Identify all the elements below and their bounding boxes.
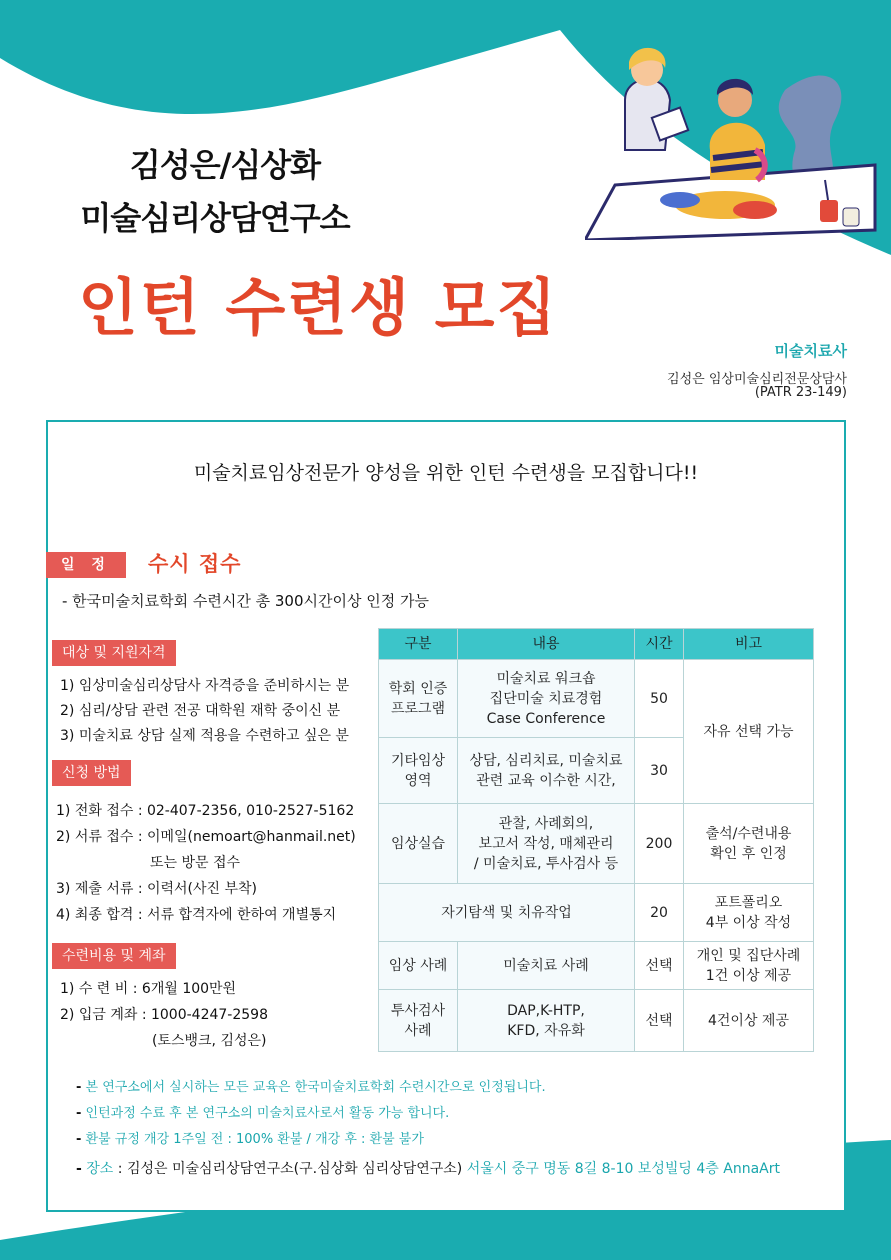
table-row bbox=[379, 990, 814, 1052]
apply-item: 1) 전화 접수 : 02-407-2356, 010-2527-5162 bbox=[56, 803, 355, 819]
table-cell: 관찰, 사례회의, 보고서 작성, 매체관리 / 미술치료, 투사검사 등 bbox=[458, 804, 635, 884]
table-cell: 4건이상 제공 bbox=[684, 990, 814, 1052]
table-cell: 선택 bbox=[635, 990, 684, 1052]
fee-item: (토스뱅크, 김성은) bbox=[152, 1033, 267, 1049]
table-cell: 30 bbox=[635, 738, 684, 804]
table-cell: 자유 선택 가능 bbox=[684, 660, 814, 804]
fee-item: 2) 입금 계좌 : 1000-4247-2598 bbox=[60, 1007, 268, 1023]
fee-item: 1) 수 련 비 : 6개월 100만원 bbox=[60, 981, 237, 997]
schedule-tag: 일 정 bbox=[46, 552, 126, 578]
table-cell: 포트폴리오 4부 이상 작성 bbox=[684, 884, 814, 942]
apply-tag: 신청 방법 bbox=[52, 760, 131, 786]
footer-note-text: 환불 규정 개강 1주일 전 : 100% 환불 / 개강 후 : 환불 불가 bbox=[85, 1132, 424, 1147]
main-title: 인턴 수련생 모집 bbox=[78, 271, 559, 344]
note-dash: - bbox=[76, 1132, 82, 1147]
table-cell: 상담, 심리치료, 미술치료 관련 교육 이수한 시간, bbox=[458, 738, 635, 804]
location-label: 장소 bbox=[86, 1161, 114, 1177]
table-cell: DAP,K-HTP, KFD, 자유화 bbox=[458, 990, 635, 1052]
title-line-1: 김성은/심상화 bbox=[129, 146, 321, 184]
footer-note bbox=[76, 1102, 449, 1121]
eligibility-item: 1) 임상미술심리상담사 자격증을 준비하시는 분 bbox=[60, 678, 350, 694]
title-line-2: 미술심리상담연구소 bbox=[80, 199, 350, 237]
location-line bbox=[76, 1158, 780, 1178]
table-cell: 기타임상 영역 bbox=[379, 738, 458, 804]
table-cell: 자기탐색 및 치유작업 bbox=[379, 884, 635, 942]
fee-tag: 수련비용 및 계좌 bbox=[52, 943, 176, 969]
eligibility-item: 2) 심리/상담 관련 전공 대학원 재학 중이신 분 bbox=[60, 703, 341, 719]
col-header: 비고 bbox=[684, 629, 814, 660]
col-header: 구분 bbox=[379, 629, 458, 660]
col-header: 시간 bbox=[635, 629, 684, 660]
eligibility-tag: 대상 및 지원자격 bbox=[52, 640, 176, 666]
col-header: 내용 bbox=[458, 629, 635, 660]
table-row bbox=[379, 804, 814, 884]
apply-item: 4) 최종 합격 : 서류 합격자에 한하여 개별통지 bbox=[56, 907, 337, 923]
certificate-name: 김성은 임상미술심리전문상담사 bbox=[667, 372, 847, 387]
schedule-value: 수시 접수 bbox=[148, 552, 242, 576]
role-label: 미술치료사 bbox=[774, 342, 847, 360]
apply-item: 2) 서류 접수 : 이메일(nemoart@hanmail.net) bbox=[56, 829, 356, 845]
table-row bbox=[379, 660, 814, 738]
eligibility-item: 3) 미술치료 상담 실제 적용을 수련하고 싶은 분 bbox=[60, 728, 349, 744]
table-cell: 미술치료 워크숍 집단미술 치료경험 Case Conference bbox=[458, 660, 635, 738]
table-header-row bbox=[379, 629, 814, 660]
table-cell: 개인 및 집단사례 1건 이상 제공 bbox=[684, 942, 814, 990]
recruit-headline: 미술치료임상전문가 양성을 위한 인턴 수련생을 모집합니다!! bbox=[193, 462, 699, 484]
table-cell: 20 bbox=[635, 884, 684, 942]
table-row bbox=[379, 942, 814, 990]
footer-note bbox=[76, 1128, 424, 1147]
apply-item: 또는 방문 접수 bbox=[150, 855, 241, 871]
certificate-number: (PATR 23-149) bbox=[754, 385, 847, 400]
table-cell: 출석/수련내용 확인 후 인정 bbox=[684, 804, 814, 884]
table-row bbox=[379, 884, 814, 942]
illustration-art-therapy bbox=[585, 40, 885, 240]
note-dash: - bbox=[76, 1106, 82, 1121]
location-name: : 김성은 미술심리상담연구소(구.심상화 심리상담연구소) bbox=[113, 1161, 467, 1177]
footer-note-text: 인턴과정 수료 후 본 연구소의 미술치료사로서 활동 가능 합니다. bbox=[85, 1106, 450, 1121]
table-cell: 학회 인증 프로그램 bbox=[379, 660, 458, 738]
table-cell: 임상실습 bbox=[379, 804, 458, 884]
location-address: 서울시 중구 명동 8길 8-10 보성빌딩 4층 AnnaArt bbox=[466, 1161, 781, 1177]
table-cell: 200 bbox=[635, 804, 684, 884]
note-dash: - bbox=[76, 1080, 82, 1095]
apply-item: 3) 제출 서류 : 이력서(사진 부착) bbox=[56, 881, 258, 897]
note-dash: - bbox=[76, 1161, 82, 1177]
schedule-note: - 한국미술치료학회 수련시간 총 300시간이상 인정 가능 bbox=[62, 592, 429, 610]
footer-note-text: 본 연구소에서 실시하는 모든 교육은 한국미술치료학회 수련시간으로 인정됩니다. bbox=[85, 1080, 546, 1095]
table-cell: 임상 사례 bbox=[379, 942, 458, 990]
table-cell: 선택 bbox=[635, 942, 684, 990]
curriculum-table bbox=[378, 628, 814, 1052]
table-cell: 50 bbox=[635, 660, 684, 738]
footer-note bbox=[76, 1076, 546, 1095]
table-cell: 미술치료 사례 bbox=[458, 942, 635, 990]
table-cell: 투사검사 사례 bbox=[379, 990, 458, 1052]
